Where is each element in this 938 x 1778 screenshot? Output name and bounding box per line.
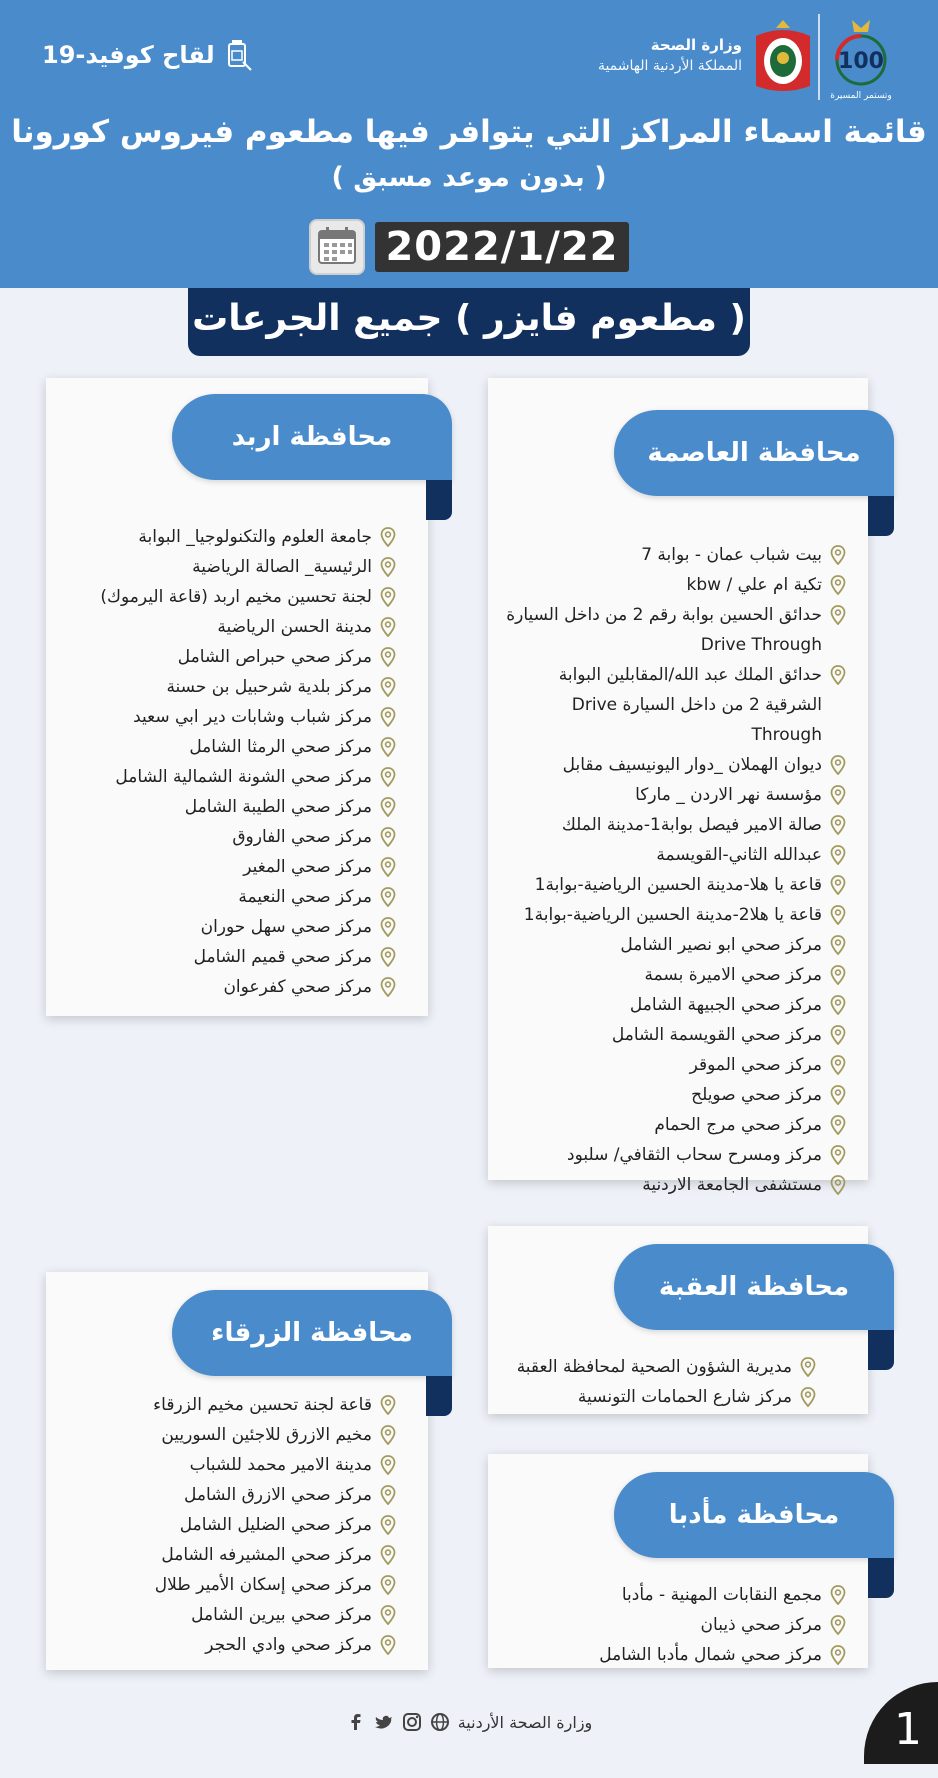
list-item [56,1420,396,1450]
list-item-text: مركز صحي صويلح [691,1085,822,1105]
date-row [0,218,938,276]
location-pin-icon [830,905,846,925]
location-pin-icon [380,647,396,667]
list-item-text: مركز صحي كفرعوان [223,977,372,997]
calendar-icon [309,219,365,275]
vaccine-icon [223,38,253,72]
location-pin-icon [380,557,396,577]
location-pin-icon [830,995,846,1015]
amman-card [488,378,868,1195]
list-item [56,1630,396,1660]
location-pin-icon [830,965,846,985]
list-item-text: مدينة الامير محمد للشباب [189,1455,372,1475]
list-item [506,930,846,960]
location-pin-icon [830,1145,846,1165]
list-item [506,900,846,930]
list-item-text: الرئيسية_ الصالة الرياضية [192,557,372,577]
location-pin-icon [830,785,846,805]
location-pin-icon [380,1635,396,1655]
irbid-card [46,378,428,1016]
vaccine-type-banner: ( مطعوم فايزر ) جميع الجرعات [188,288,750,356]
page-subtitle: ( بدون موعد مسبق ) [331,162,607,193]
list-item-text: مركز صحي الموقر [689,1055,822,1075]
globe-icon[interactable] [430,1712,450,1732]
list-item [506,780,846,810]
location-pin-icon [380,887,396,907]
list-item-text: مركز صحي النعيمة [238,887,372,907]
list-item [506,1580,846,1610]
list-item [56,1510,396,1540]
location-pin-icon [830,1025,846,1045]
list-item [506,1020,846,1050]
location-pin-icon [380,917,396,937]
footer-ministry: وزارة الصحة الأردنية [457,1712,593,1732]
location-pin-icon [380,1545,396,1565]
list-item [56,1540,396,1570]
list-item-text: مركز صحي إسكان الأمير طلال [154,1575,372,1595]
list-item-text: مركز صحي سهل حوران [200,917,372,937]
list-item [506,660,846,750]
list-item [56,582,396,612]
list-item-text: مديرية الشؤون الصحية لمحافظة العقبة [516,1357,792,1377]
location-pin-icon [380,617,396,637]
list-item [506,1610,846,1640]
list-item-text: حدائق الحسين بوابة رقم 2 من داخل السيارة Drive Through [506,605,822,655]
list-item [506,990,846,1020]
page-number: 1 [864,1682,938,1764]
location-pin-icon [830,815,846,835]
list-item [56,732,396,762]
covid-tag-text: لقاح كوفيد-19 [42,41,215,69]
list-item-text: مركز صحي مرج الحمام [654,1115,822,1135]
list-item-text: مركز بلدية شرحبيل بن حسنة [166,677,372,697]
location-pin-icon [830,875,846,895]
location-pin-icon [830,1175,846,1195]
location-pin-icon [380,1575,396,1595]
date-label: 2022/1/22 [375,222,628,272]
location-pin-icon [380,1515,396,1535]
list-item [56,762,396,792]
list-item [496,1382,816,1412]
list-item [56,522,396,552]
list-item [506,870,846,900]
list-item-text: مركز صحي قميم الشامل [193,947,372,967]
zarqa-list [56,1390,396,1660]
location-pin-icon [380,797,396,817]
list-item-text: مركز صحي وادي الحجر [205,1635,372,1655]
covid-vaccine-tag [42,38,253,72]
location-pin-icon [380,737,396,757]
list-item-text: مركز صحي الطيبة الشامل [184,797,372,817]
list-item-text: مركز صحي حبراص الشامل [177,647,372,667]
list-item [506,1080,846,1110]
list-item [496,1352,816,1382]
list-item [56,1570,396,1600]
location-pin-icon [380,767,396,787]
list-item [56,702,396,732]
list-item [56,552,396,582]
kingdom-name: المملكة الأردنية الهاشمية [597,58,742,74]
list-item [56,1450,396,1480]
location-pin-icon [830,1645,846,1665]
aqaba-header: محافظة العقبة [614,1244,894,1330]
location-pin-icon [380,977,396,997]
list-item [56,642,396,672]
list-item-text: ديوان الهملان _دوار اليونيسيف مقابل [562,755,822,775]
list-item [56,792,396,822]
location-pin-icon [830,845,846,865]
list-item-text: مركز صحي ذيبان [700,1615,822,1635]
irbid-header: محافظة اربد [172,394,452,480]
list-item-text: عبدالله الثاني-القويسمة [656,845,822,865]
location-pin-icon [800,1387,816,1407]
aqaba-card [488,1226,868,1414]
list-item-text: مركز صحي ابو نصير الشامل [620,935,822,955]
location-pin-icon [380,1485,396,1505]
location-pin-icon [830,1115,846,1135]
location-pin-icon [830,605,846,625]
list-item-text: مستشفى الجامعة الاردنية [642,1175,822,1195]
list-item [506,1140,846,1170]
location-pin-icon [830,1085,846,1105]
list-item-text: مجمع النقابات المهنية - مأدبا [621,1585,822,1605]
header [0,0,938,288]
ministry-name: وزارة الصحة [650,36,742,54]
location-pin-icon [830,1615,846,1635]
list-item [506,600,846,660]
list-item-text: مركز صحي الجبيهة الشامل [629,995,822,1015]
coat-of-arms-logo [750,16,816,98]
list-item-text: مركز شباب وشابات دير ابي سعيد [133,707,372,727]
location-pin-icon [830,545,846,565]
list-item [56,882,396,912]
location-pin-icon [380,1605,396,1625]
location-pin-icon [830,575,846,595]
madaba-list [506,1580,846,1670]
facebook-icon[interactable] [346,1712,366,1732]
location-pin-icon [380,857,396,877]
list-item [56,1600,396,1630]
list-item-text: جامعة العلوم والتكنولوجيا_ البوابة [138,527,372,547]
location-pin-icon [380,527,396,547]
logo-number: 100 [838,49,884,74]
location-pin-icon [380,587,396,607]
list-item [506,1170,846,1200]
list-item [56,912,396,942]
list-item-text: بيت شباب عمان - بوابة 7 [641,545,822,565]
list-item-text: تكية ام علي / kbw [686,575,822,595]
page-title: قائمة اسماء المراكز التي يتوافر فيها مطعوم فيروس كورونا [11,114,927,150]
list-item [56,612,396,642]
location-pin-icon [380,947,396,967]
list-item-text: مخيم الازرق للاجئين السوريين [161,1425,372,1445]
list-item [506,750,846,780]
list-item-text: مركز صحي المشيرفه الشامل [161,1545,372,1565]
list-item-text: صالة الامير فيصل بوابة1-مدينة الملك [561,815,822,835]
list-item [56,972,396,1002]
location-pin-icon [380,1455,396,1475]
list-item-text: مركز صحي الرمثا الشامل [189,737,372,757]
aqaba-list [496,1352,816,1412]
list-item-text: مركز صحي الاميرة بسمة [644,965,822,985]
list-item-text: حدائق الملك عبد الله/المقابلين البوابة الشرقية 2 من داخل السيارة Drive Through [558,665,822,745]
list-item-text: مركز صحي المغير [243,857,372,877]
amman-list [506,540,846,1200]
location-pin-icon [830,935,846,955]
location-pin-icon [380,677,396,697]
list-item-text: مؤسسة نهر الاردن _ ماركا [635,785,822,805]
list-item [506,540,846,570]
location-pin-icon [830,665,846,685]
location-pin-icon [800,1357,816,1377]
list-item [506,570,846,600]
location-pin-icon [380,1395,396,1415]
list-item-text: مركز صحي الازرق الشامل [183,1485,372,1505]
amman-header: محافظة العاصمة [614,410,894,496]
list-item-text: قاعة لجنة تحسين مخيم الزرقاء [153,1395,372,1415]
list-item [56,852,396,882]
list-item [56,822,396,852]
location-pin-icon [380,1425,396,1445]
list-item-text: مركز ومسرح سحاب الثقافي/ سلبود [567,1145,822,1165]
ministry-block [598,36,742,74]
logo-separator [818,14,820,100]
list-item-text: قاعة يا هلا2-مدينة الحسين الرياضية-بوابة1 [523,905,822,925]
logo-caption: وتستمر المسيرة [830,91,892,101]
list-item [506,840,846,870]
list-item-text: مركز صحي الضليل الشامل [179,1515,372,1535]
list-item [56,1480,396,1510]
list-item [506,1050,846,1080]
twitter-icon[interactable] [374,1712,394,1732]
irbid-list [56,522,396,1002]
zarqa-header: محافظة الزرقاء [172,1290,452,1376]
list-item-text: مركز صحي الفاروق [232,827,372,847]
list-item [506,1640,846,1670]
zarqa-card [46,1272,428,1670]
list-item-text: مدينة الحسن الرياضية [217,617,372,637]
list-item [506,810,846,840]
list-item-text: مركز صحي بيرين الشامل [191,1605,372,1625]
madaba-header: محافظة مأدبا [614,1472,894,1558]
list-item [506,960,846,990]
list-item [56,1390,396,1420]
centennial-logo [824,14,898,104]
location-pin-icon [830,755,846,775]
list-item-text: مركز صحي شمال مأدبا الشامل [599,1645,822,1665]
location-pin-icon [380,827,396,847]
location-pin-icon [830,1585,846,1605]
list-item [56,942,396,972]
instagram-icon[interactable] [402,1712,422,1732]
location-pin-icon [380,707,396,727]
list-item-text: قاعة يا هلا-مدينة الحسين الرياضية-بوابة1 [534,875,822,895]
list-item [506,1110,846,1140]
madaba-card [488,1454,868,1668]
list-item-text: لجنة تحسين مخيم اربد (قاعة اليرموك) [100,587,372,607]
list-item-text: مركز صحي القويسمة الشامل [611,1025,822,1045]
list-item [56,672,396,702]
list-item-text: مركز صحي الشونة الشمالية الشامل [115,767,372,787]
footer [0,1712,938,1732]
location-pin-icon [830,1055,846,1075]
list-item-text: مركز شارع الحمامات التونسية [577,1387,792,1407]
